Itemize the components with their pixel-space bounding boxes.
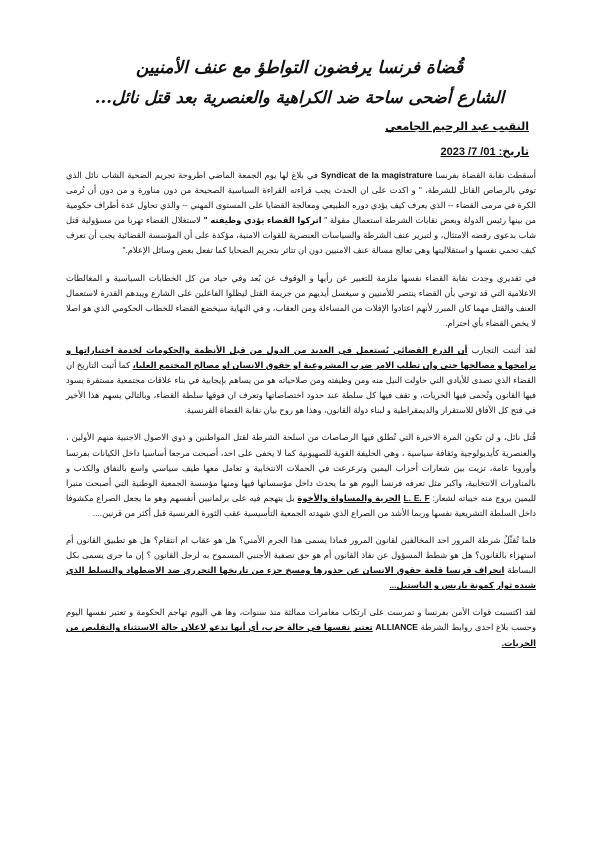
paragraph-text: فلما تُقتِّلُ شرطة المرور احد المخالفين لقانون المرور فماذا يسمى هذا الجرم الأمني؟ هل هو عقاب ام انتقام؟ هل هو تطبيق القانون أم استهزاء بالقانون؟ هل هو شطط المسؤول عن نفاذ القانون أم هو حق تصفية الأجنبي المسموح به لرجل القانون ؟ إن ما جرى يسمى بكل البساطة — [66, 534, 536, 576]
paragraph-1 — [66, 168, 536, 259]
union-name-french: Syndicat de la magistrature — [320, 170, 433, 180]
paragraph-5 — [66, 533, 536, 593]
paragraph-text: لقد اكتسبت قوات الأمن بفرنسا و تمرست على ارتكاب مغامرات ممالثة منذ سنوات، وها هي اليوم تهاجم الحكومة و تعتبر نفسها اليوم وحسب بلاغ احدى روابط الشرطة — [66, 607, 536, 633]
emphasized-text: أن الدرع القضائي يُستعمل في العديد من الدول من قبل الأنظمة والحكومات لخدمة اختياراتها و برامجها و مصالحها حتى وإن تطلب الامر ضرب المشروعية او حقوق الانسان او مصالح المجتمع العليا، — [66, 344, 536, 371]
article-title-line-1: قُضاة فرنسا يرفضون التواطؤ مع عنف الأمنيين — [135, 58, 464, 78]
quoted-slogan: اتركوا القضاء يؤدي وظيفته " — [203, 215, 322, 226]
paragraph-text: في تقديري وجدت نقابة القضاء نفسها ملزمة للتعبير عن رأيها و الوقوف عن بُعد وفي حياد من كل الخطابات السياسية و المغالطات الاعلامية التي قد توحي بأن القضاء ينتصر للأمنيين و سيغسل أيديهم من جريمة القتل ليظلوا الفاعلين على الشارع ويبدهم القدرة لاستعمال العنف والقتل مهما كان المبرر لأنهم اعتادوا الإفلات من المساءلة ومن العقاب، و في النهاية سيخضع القضاء للخطاب الحكومي الذي هو اصلا لا يخص القضاء بأي احترام. — [66, 272, 536, 328]
emphasized-text: انحراف فرنسا قلعة حقوق الانسان عن جذورها ومسخ جزء من تاريخها التحرري ضد الاضطهاد والتسلط الذي شيده ثوار كمونة باريس و الباستيل... — [66, 565, 536, 591]
article-title-line-2: الشارع أضحى ساحة ضد الكراهية والعنصرية بعد قتل نائل... — [94, 88, 505, 107]
paragraph-text: بل يتهجم فيه على برلمانيين أنفسهم وهو ما يجعل الصراع مكشوفا داخل السلطة التشريعية نفسها وربما الأشد من الصراع الذي شهدته الجمعية التأسيسية عقب الثورة الفرنسية قبل أكثر من قرنين.... — [66, 492, 536, 518]
paragraph-text: كما أثبت التاريخ ان القضاء الذي تصدى للأيادي التي حاولت النيل منه ومن وظيفته ومن صلاحياته هو من يساهم بإيجابية في بناء علاقات مجتمعية مستقرة يسود فيها القانون وتُحمى فيها الحريات، و تقف فيها كل سلطة عند حدود اختصاصاتها وتعرف ان فوقها سلطة القضاء، وبالتالي يسهم هذا الأخير في فتح كل الآفاق للاستقرار والديمقراطية و لبناء دولة القانون، وهذا هو روح بيان نقابة القضاة الفرنسية. — [66, 360, 536, 416]
article-body — [66, 168, 536, 663]
paragraph-3 — [66, 343, 536, 418]
paragraph-text: لقد أثبتت التجارب — [471, 344, 537, 355]
emphasized-text: تعتبر نفسها في حالة حرب، أي أنها تدعو لاعلان حالة الاستثناء والتقليص من الحريات. — [66, 622, 536, 648]
paragraph-2 — [66, 271, 536, 331]
article-date: تاريخ: 01/ 7/ 2023 — [440, 146, 529, 158]
motto-text: الحرية والمساواة والأخوة — [297, 492, 401, 503]
author-name: النقيب عبد الرحيم الجامعي — [385, 121, 529, 133]
motto-abbreviation: L. E. F — [403, 492, 430, 503]
paragraph-text: أسقطت نقابة القضاة بفرنسا — [435, 170, 536, 180]
paragraph-text: لاستغلال القضاء تهربا من مسؤولية قتل شاب بدعوى رفضه الامتثال، و لتبرير عنف الشرطة والسياسات العنصرية للقوات الامنية، مؤكدة على أن المؤسسة القضائية يجب أن تعرف كيف تحمي نفسها و استقلاليتها وهي تعالج مسالة عنف الامنيين دون ان تتاثر بتجريم الضحايا كما تفعل بعض وسائل الإعلام." — [66, 215, 536, 256]
paragraph-text: قُتل نائل، و لن تكون المرة الاخيرة التي تُطلق فيها الرصاصات من اسلحة الشرطة لقتل المواطنين و ذوي الاصول الاجنبية منهم الأولين ، والعنصرية كأيديولوجية وثقافة سياسية ، وهي الحليفة القوية للصهيونية كما لا يخفى على احد، أصبحت مرجعا أساسيا داخل الكيانات بفرنسا وأوروبا عامة، تزيت بين شعارات أحزاب اليمين وترعرعت في الحملات الانتخابية و تعامل معها طيف سياسي واسع بالنفاق والكذب و بالمناورات الانتخابية، واكبر مثل تعرفه فرنسا اليوم هو ما يحدث داخل مؤسساتها فيها ومنها مؤسسة الجمعية الوطنية التي أصبحت منبرا لليمين يروج منه خيباته لشعار: — [66, 432, 537, 503]
police-union-name: ALLIANCE — [375, 622, 418, 633]
paragraph-4 — [66, 430, 536, 521]
paragraph-6 — [66, 605, 536, 650]
paragraph-text: في بلاغ لها يوم الجمعة الماضي اطروحة تجريم الضحية الشاب نائل الذي توفي بالرصاص القاتل للشرطة، " و اكدت على ان الحدث يجب قراءته القراءة السياسية الصحيحة من دون مناورة و من دون أن تُرمى الكرة في مرمى القضاء -- الذي يعرف كيف يؤدي دوره الطبيعي ومعالجة القضايا على المستوى المهني -- والذي تحاول عدة أطراف حكومية من بينها رئيس الدولة وبعض نقابات الشرطة استعمال مقولة " — [66, 170, 537, 226]
